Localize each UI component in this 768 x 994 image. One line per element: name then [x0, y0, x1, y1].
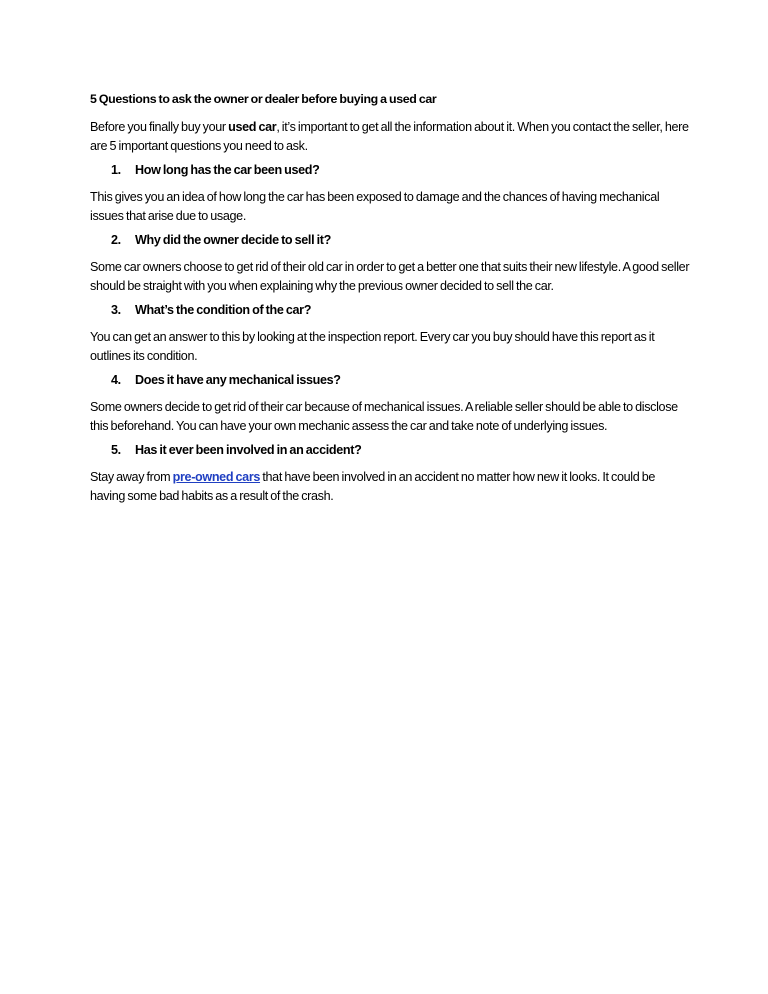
answer-text-start: Stay away from — [90, 470, 173, 484]
question-number: 4. — [111, 373, 121, 387]
question-text: What’s the condition of the car? — [135, 303, 312, 317]
pre-owned-cars-link[interactable]: pre-owned cars — [172, 470, 261, 484]
answer-paragraph-4: Some owners decide to get rid of their car because of mechanical issues. A reliable seller should be able to disclose this beforehand. You can have your own mechanic assess the car and take note of underlying issues. — [90, 400, 678, 433]
intro-text-end: , it’s important to get all the information about it. When you contact the seller, here are 5 important questions you need to ask. — [90, 120, 689, 153]
question-number: 3. — [111, 303, 121, 317]
answer-paragraph-5 — [90, 468, 690, 505]
question-heading-5 — [90, 441, 690, 459]
answer-text-end: that have been involved in an accident no matter how new it looks. It could be having some bad habits as a result of the crash. — [90, 470, 656, 503]
intro-bold-used-car: used car — [228, 120, 277, 134]
question-text: Has it ever been involved in an accident? — [135, 443, 362, 457]
question-text: Does it have any mechanical issues? — [135, 373, 341, 387]
question-number: 2. — [111, 233, 121, 247]
question-heading-2 — [90, 231, 690, 249]
answer-paragraph-3: You can get an answer to this by looking at the inspection report. Every car you buy should have this report as it outlines its condition. — [90, 330, 655, 363]
question-text: Why did the owner decide to sell it? — [135, 233, 331, 247]
intro-text-start: Before you finally buy your — [90, 120, 229, 134]
document-title: 5 Questions to ask the owner or dealer before buying a used car — [90, 92, 437, 106]
question-number: 1. — [111, 163, 121, 177]
question-heading-3 — [90, 301, 690, 319]
question-text: How long has the car been used? — [135, 163, 320, 177]
document-page — [90, 90, 690, 511]
question-heading-4 — [90, 371, 690, 389]
question-number: 5. — [111, 443, 121, 457]
intro-paragraph — [90, 118, 690, 155]
answer-paragraph-1: This gives you an idea of how long the car has been exposed to damage and the chances of having mechanical issues that arise due to usage. — [90, 190, 660, 223]
question-heading-1 — [90, 161, 690, 179]
answer-paragraph-2: Some car owners choose to get rid of their old car in order to get a better one that suits their new lifestyle. A good seller should be straight with you when explaining why the previous owner decided to sell the car. — [90, 260, 690, 293]
